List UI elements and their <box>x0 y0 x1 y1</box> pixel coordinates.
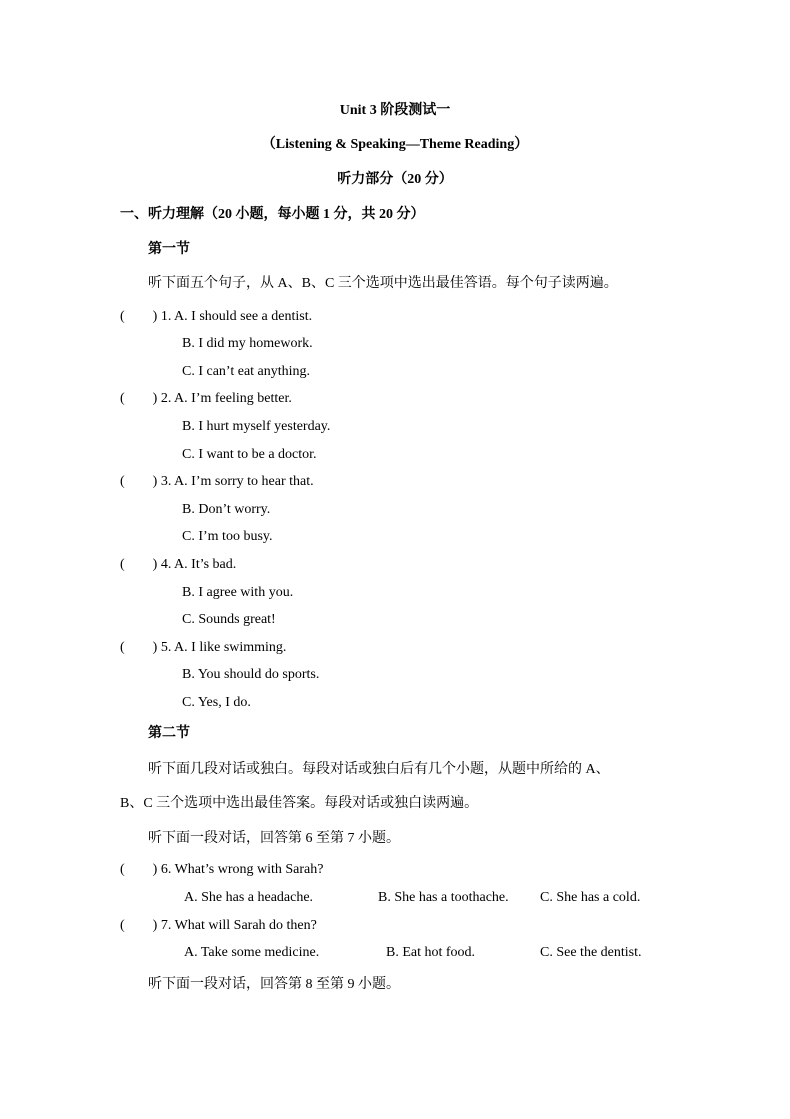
question-2: ( ) 2. A. I’m feeling better. <box>120 391 292 406</box>
question-1: ( ) 1. A. I should see a dentist. <box>120 309 313 324</box>
question-7: ( ) 7. What will Sarah do then? <box>120 918 317 933</box>
question-6-option-a: A. She has a headache. <box>184 890 314 905</box>
question-6-option-b: B. She has a toothache. <box>378 890 509 905</box>
question-4: ( ) 4. A. It’s bad. <box>120 557 237 572</box>
question-7-option-c: C. See the dentist. <box>540 945 642 960</box>
question-3-option-c: C. I’m too busy. <box>182 529 273 544</box>
part-heading: 听力部分（20 分） <box>337 172 453 187</box>
question-5: ( ) 5. A. I like swimming. <box>120 640 287 655</box>
question-4-option-b: B. I agree with you. <box>182 585 294 600</box>
question-2-option-b: B. I hurt myself yesterday. <box>182 419 331 434</box>
dialog1-intro: 听下面一段对话，回答第 6 至第 7 小题。 <box>148 831 400 846</box>
part2-label: 第二节 <box>148 726 190 741</box>
question-5-option-c: C. Yes, I do. <box>182 695 251 710</box>
dialog2-intro: 听下面一段对话，回答第 8 至第 9 小题。 <box>148 977 400 992</box>
question-4-option-c: C. Sounds great! <box>182 612 276 627</box>
part2-instruction-line2: B、C 三个选项中选出最佳答案。每段对话或独白读两遍。 <box>120 796 479 811</box>
question-7-option-a: A. Take some medicine. <box>184 945 320 960</box>
question-7-option-b: B. Eat hot food. <box>386 945 476 960</box>
question-3-option-b: B. Don’t worry. <box>182 502 271 517</box>
question-3: ( ) 3. A. I’m sorry to hear that. <box>120 474 314 489</box>
question-2-option-c: C. I want to be a doctor. <box>182 447 317 462</box>
page-subtitle: （Listening & Speaking—Theme Reading） <box>261 137 529 152</box>
part1-label: 第一节 <box>148 242 190 257</box>
question-5-option-b: B. You should do sports. <box>182 667 320 682</box>
part2-instruction-line1: 听下面几段对话或独白。每段对话或独白后有几个小题，从题中所给的 A、 <box>148 762 610 777</box>
question-6-option-c: C. She has a cold. <box>540 890 641 905</box>
question-1-option-c: C. I can’t eat anything. <box>182 364 311 379</box>
section-heading: 一、听力理解（20 小题，每小题 1 分，共 20 分） <box>120 207 425 222</box>
question-1-option-b: B. I did my homework. <box>182 336 313 351</box>
page-title: Unit 3 阶段测试一 <box>339 103 451 118</box>
part1-instruction: 听下面五个句子，从 A、B、C 三个选项中选出最佳答语。每个句子读两遍。 <box>148 276 618 291</box>
question-6: ( ) 6. What’s wrong with Sarah? <box>120 862 324 877</box>
